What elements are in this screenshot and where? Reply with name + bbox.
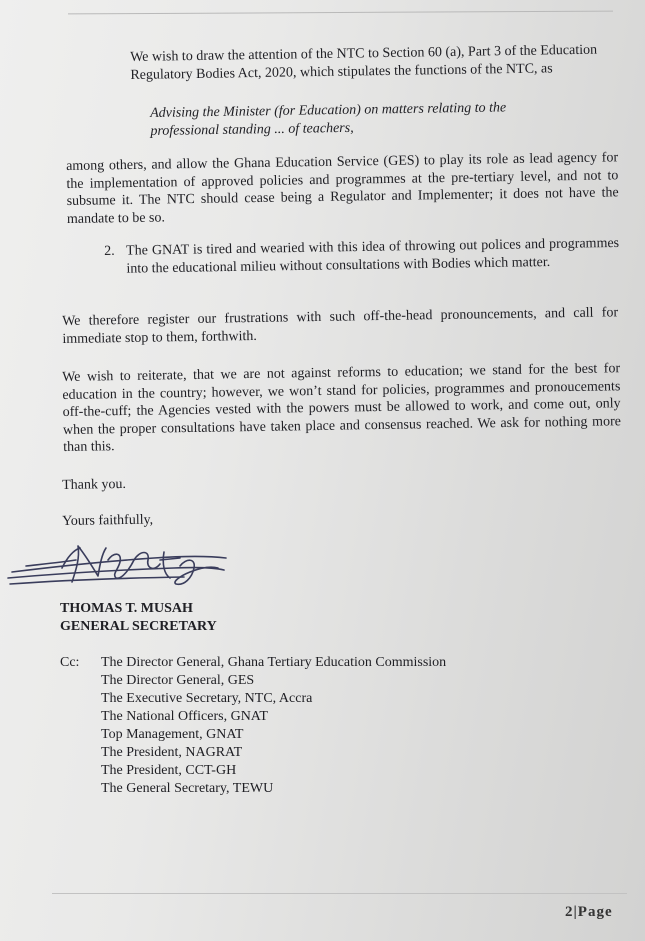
cc-item: The General Secretary, TEWU bbox=[101, 781, 274, 796]
item-text: The GNAT is tired and wearied with this idea of throwing out polices and programmes into the educational milieu without consultations with Bodies which matter. bbox=[126, 235, 620, 277]
signatory-title: GENERAL SECRETARY bbox=[60, 619, 217, 634]
thank-you-line: Thank you. bbox=[62, 476, 127, 493]
numbered-item-2 bbox=[104, 235, 619, 278]
cc-item: The National Officers, GNAT bbox=[101, 709, 268, 724]
handwritten-signature bbox=[4, 538, 230, 590]
paragraph-section-60: We wish to draw the attention of the NTC to Section 60 (a), Part 3 of the Education Regulatory Bodies Act, 2020, which stipulates the functions of the NTC, as bbox=[130, 42, 598, 83]
item-number: 2. bbox=[104, 243, 115, 259]
cc-item: Top Management, GNAT bbox=[101, 727, 244, 742]
cc-item: The President, NAGRAT bbox=[101, 745, 243, 760]
signatory-block bbox=[60, 600, 217, 636]
paragraph-ges-role: among others, and allow the Ghana Education Service (GES) to play its role as lead agency for the implementation of approved policies and programmes at the pre-tertiary level, and not to subsume it. The NTC should cease being a Regulator and Implementer; it does not have the mandate to be so. bbox=[66, 150, 619, 227]
cc-label: Cc: bbox=[60, 655, 80, 670]
closing-line: Yours faithfully, bbox=[62, 512, 154, 529]
paragraph-frustrations: We therefore register our frustrations with such off-the-head pronouncements, and call for immediate stop to them, forthwith. bbox=[62, 305, 619, 347]
paragraph-reiterate: We wish to reiterate, that we are not against reforms to education; we stand for the best for education in the country; however, we won’t stand for policies, programmes and pronoucements off-the-cuff; the Agencies vested with the powers must be allowed to work, and come out, only when the proper consultations have taken place and consensus reached. We ask for nothing more than this. bbox=[62, 361, 622, 455]
header-rule bbox=[68, 11, 613, 15]
cc-block bbox=[60, 654, 446, 798]
page-number: 2|Page bbox=[565, 904, 613, 920]
cc-item: The President, CCT-GH bbox=[101, 763, 237, 778]
cc-item: The Director General, GES bbox=[101, 673, 255, 688]
footer-rule bbox=[52, 893, 627, 894]
cc-item: The Director General, Ghana Tertiary Education Commission bbox=[101, 655, 447, 670]
quoted-function: Advising the Minister (for Education) on matters relating to the professional standing ... of teachers, bbox=[150, 100, 507, 139]
signatory-name: THOMAS T. MUSAH bbox=[60, 601, 193, 616]
cc-item: The Executive Secretary, NTC, Accra bbox=[101, 691, 313, 706]
cc-list bbox=[101, 654, 446, 798]
